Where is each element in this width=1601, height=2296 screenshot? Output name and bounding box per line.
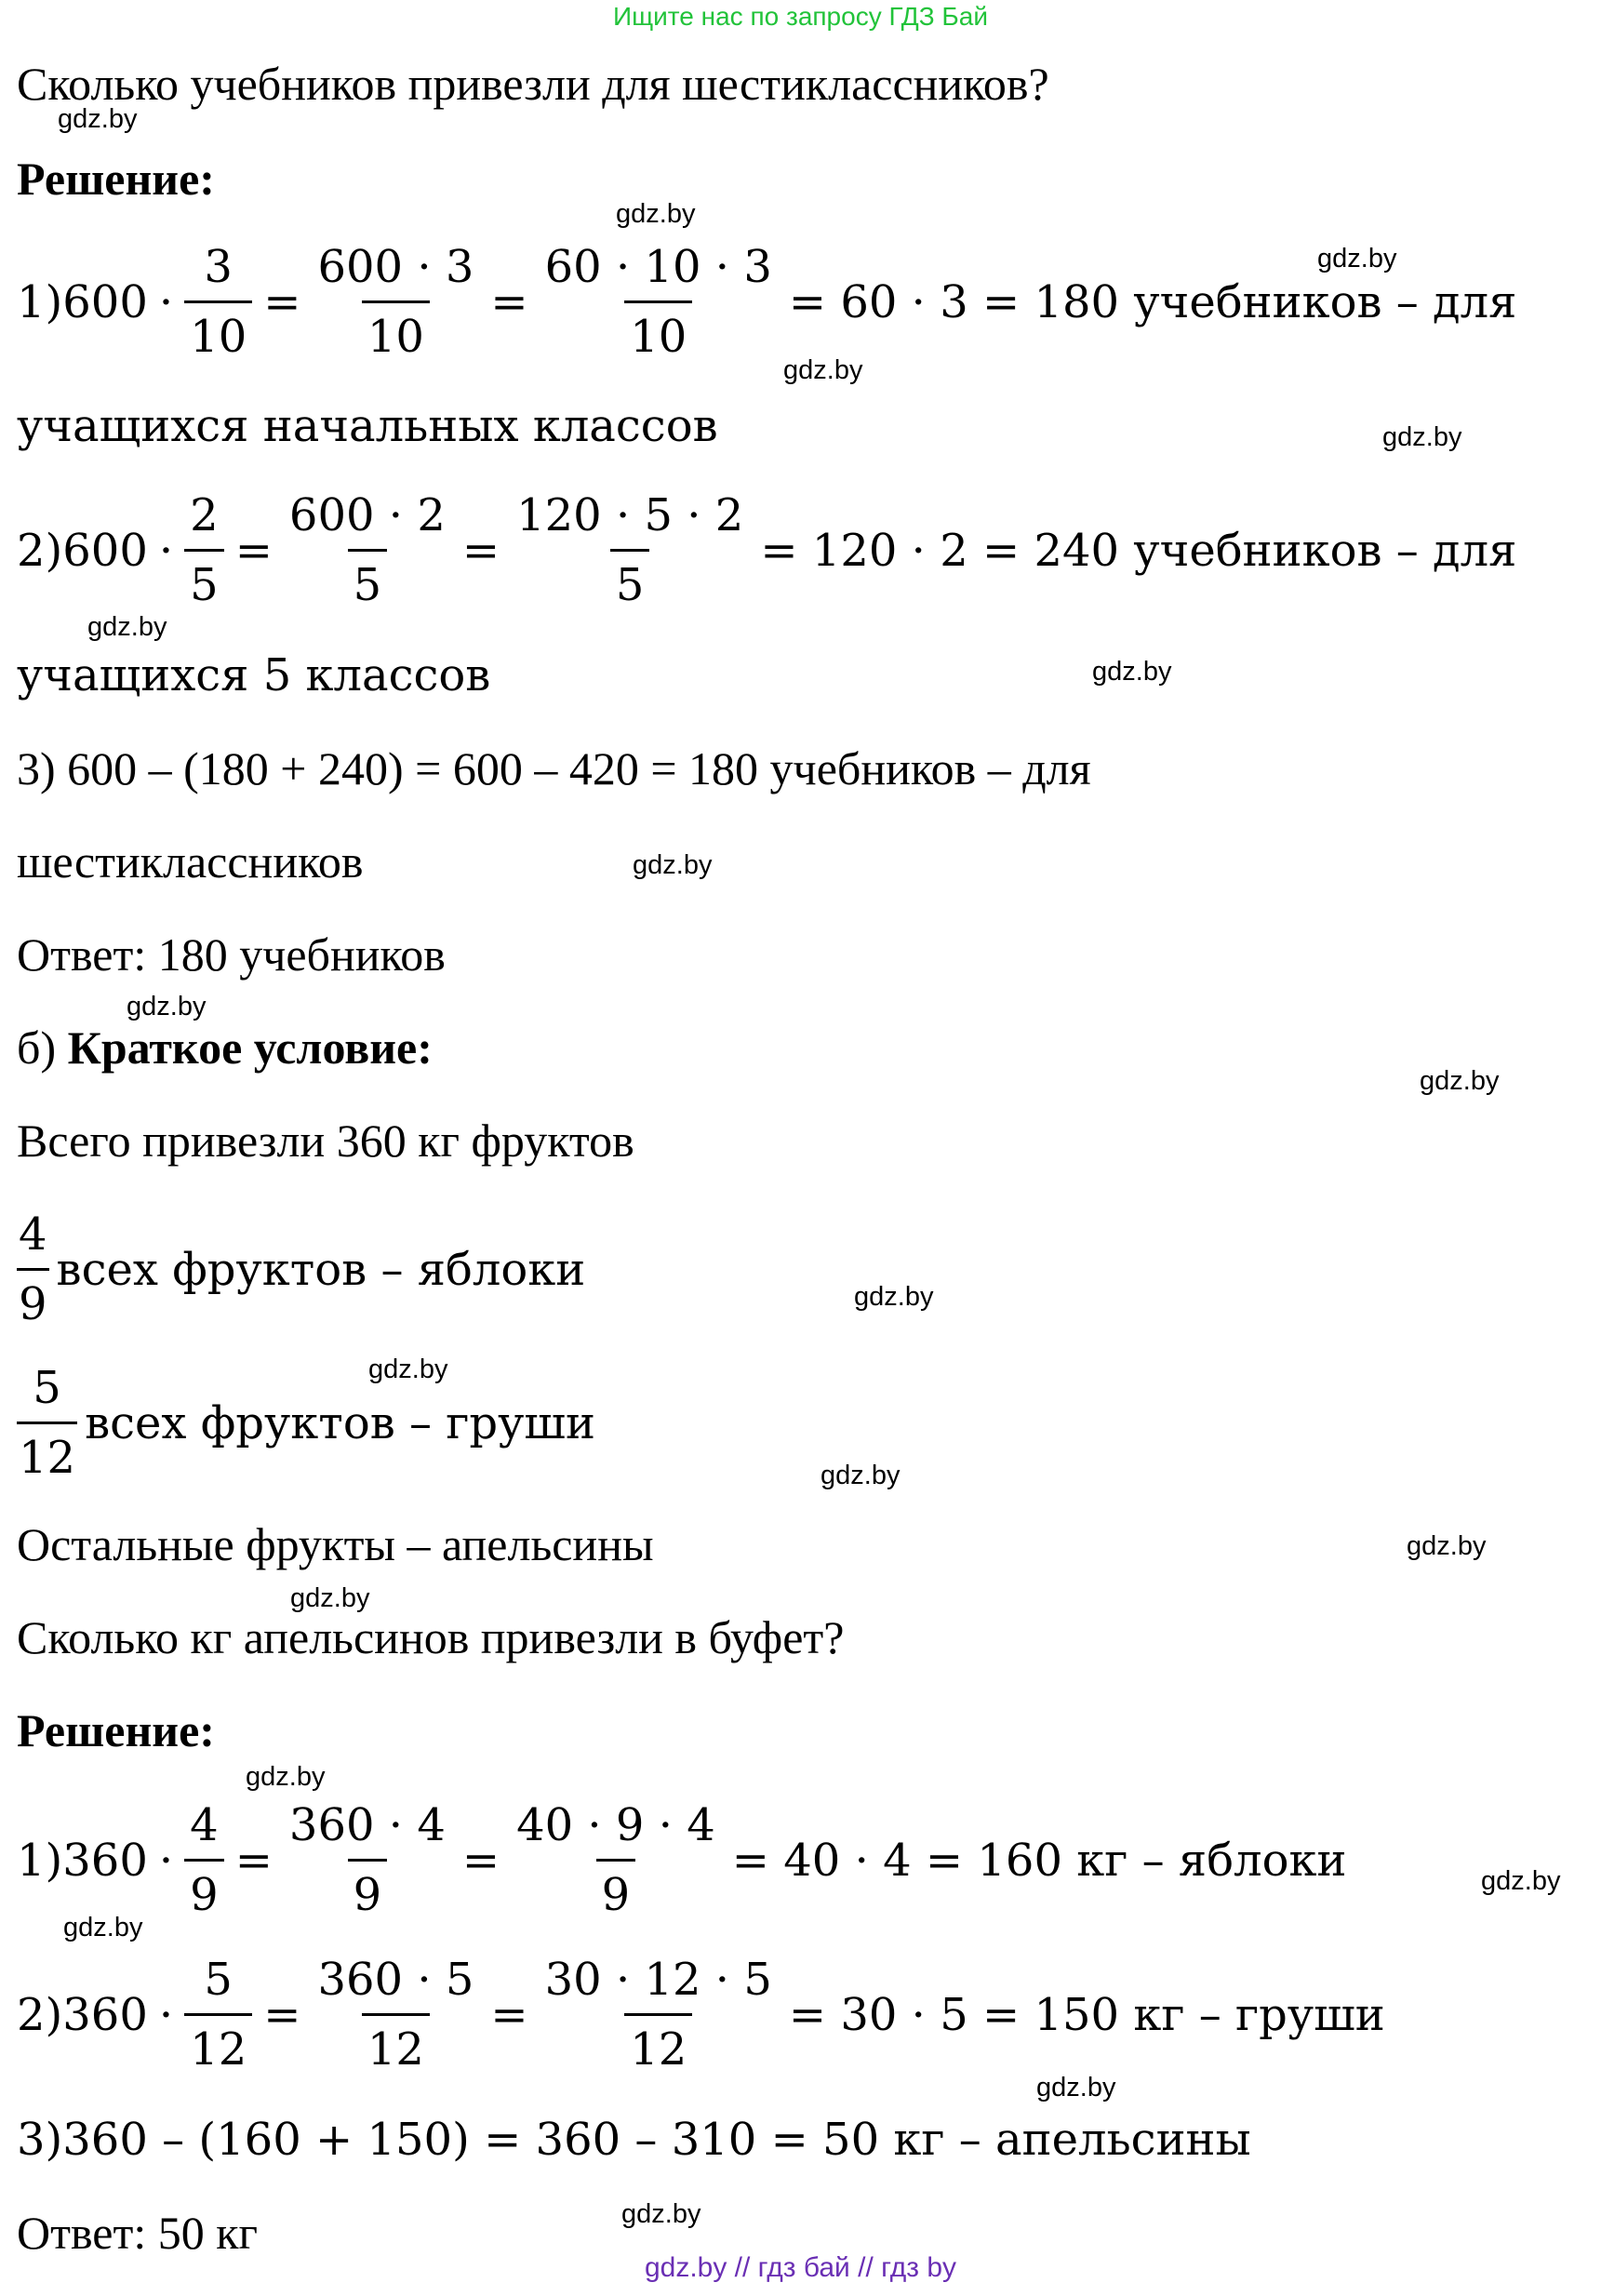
eq1-fraction-3: $\frac{60 \cdot 10 \cdot 3}{10}$ bbox=[540, 237, 778, 367]
eq5-fraction-2: $\frac{360 \cdot 5}{12}$ bbox=[312, 1950, 479, 2079]
equation-2: 2)600 · $\frac{2}{5}$ = $\frac{600 \cdot 2}{5}$ = $\frac{120 \cdot 5 \cdot 2}{5}$ = 120 · 2 = 240 учебников – для bbox=[17, 486, 1516, 615]
total-fruits: Всего привезли 360 кг фруктов bbox=[17, 1115, 634, 1167]
watermark: gdz.by bbox=[1036, 2073, 1116, 2102]
watermark: gdz.by bbox=[1382, 422, 1462, 452]
eq5-fraction-1: $\frac{5}{12}$ bbox=[184, 1950, 252, 2079]
part-b-heading: б) Краткое условие: bbox=[17, 1021, 433, 1074]
eq4-fraction-2: $\frac{360 \cdot 4}{9}$ bbox=[284, 1795, 451, 1925]
eq2-fraction-2: $\frac{600 \cdot 2}{5}$ bbox=[284, 486, 451, 615]
watermark: gdz.by bbox=[854, 1282, 934, 1312]
equation-4: 1)360 · $\frac{4}{9}$ = $\frac{360 \cdot 4}{9}$ = $\frac{40 \cdot 9 \cdot 4}{9}$ = 40 · 4 = 160 кг – яблоки bbox=[17, 1795, 1346, 1925]
eq2-fraction-3: $\frac{120 \cdot 5 \cdot 2}{5}$ bbox=[511, 486, 749, 615]
watermark: gdz.by bbox=[127, 992, 207, 1021]
apples-fraction: $\frac{4}{9}$ bbox=[17, 1205, 49, 1334]
eq5-fraction-3: $\frac{30 \cdot 12 \cdot 5}{12}$ bbox=[540, 1950, 778, 2079]
equation-1: 1)600 · $\frac{3}{10}$ = $\frac{600 \cdot 3}{10}$ = $\frac{60 \cdot 10 \cdot 3}{10}$ = 60 · 3 = 180 учебников – для bbox=[17, 237, 1516, 367]
eq2-tail: = 120 · 2 = 240 учебников – для bbox=[760, 524, 1517, 577]
eq1-fraction-1: $\frac{3}{10}$ bbox=[184, 237, 252, 367]
pears-fraction: $\frac{5}{12}$ bbox=[17, 1358, 77, 1488]
eq1-continuation: учащихся начальных классов bbox=[17, 400, 718, 452]
answer-2: Ответ: 50 кг bbox=[17, 2207, 259, 2259]
eq1-start: 1)600 bbox=[17, 275, 148, 328]
eq2-fraction-1: $\frac{2}{5}$ bbox=[184, 486, 224, 615]
watermark: gdz.by bbox=[621, 2199, 701, 2229]
eq1-dot: · bbox=[158, 275, 174, 328]
equation-3: 3) 600 – (180 + 240) = 600 – 420 = 180 учебников – для bbox=[17, 742, 1091, 794]
eq4-fraction-1: $\frac{4}{9}$ bbox=[184, 1795, 224, 1925]
watermark: gdz.by bbox=[58, 104, 138, 134]
watermark: gdz.by bbox=[368, 1355, 448, 1384]
condition-apples: $\frac{4}{9}$ всех фруктов – яблоки bbox=[17, 1205, 585, 1334]
solution-heading-2: Решение: bbox=[17, 1704, 215, 1756]
watermark: gdz.by bbox=[1420, 1066, 1500, 1096]
watermark: gdz.by bbox=[616, 199, 696, 229]
footer-links[interactable]: gdz.by // гдз бай // гдз by bbox=[644, 2252, 957, 2283]
eq4-fraction-3: $\frac{40 \cdot 9 \cdot 4}{9}$ bbox=[511, 1795, 721, 1925]
watermark: gdz.by bbox=[290, 1583, 370, 1613]
condition-pears: $\frac{5}{12}$ всех фруктов – груши bbox=[17, 1358, 595, 1488]
watermark: gdz.by bbox=[633, 850, 713, 880]
watermark: gdz.by bbox=[87, 612, 167, 642]
question-1: Сколько учебников привезли для шестиклассников? bbox=[17, 58, 1049, 110]
equation-6: 3)360 – (160 + 150) = 360 – 310 = 50 кг – апельсины bbox=[17, 2114, 1251, 2166]
watermark: gdz.by bbox=[1317, 244, 1397, 274]
watermark: gdz.by bbox=[821, 1461, 901, 1490]
equation-3-continuation: шестиклассников bbox=[17, 835, 364, 888]
eq1-tail: = 60 · 3 = 180 учебников – для bbox=[788, 275, 1517, 328]
answer-1: Ответ: 180 учебников bbox=[17, 928, 446, 981]
condition-oranges: Остальные фрукты – апельсины bbox=[17, 1518, 654, 1570]
question-2: Сколько кг апельсинов привезли в буфет? bbox=[17, 1611, 845, 1663]
eq1-fraction-2: $\frac{600 \cdot 3}{10}$ bbox=[312, 237, 479, 367]
watermark: gdz.by bbox=[1481, 1866, 1561, 1896]
equation-5: 2)360 · $\frac{5}{12}$ = $\frac{360 \cdot 5}{12}$ = $\frac{30 \cdot 12 \cdot 5}{12}$ = 30 · 5 = 150 кг – груши bbox=[17, 1950, 1385, 2079]
watermark: gdz.by bbox=[1092, 657, 1172, 687]
watermark: gdz.by bbox=[1407, 1531, 1487, 1561]
watermark: gdz.by bbox=[63, 1913, 143, 1942]
solution-heading-1: Решение: bbox=[17, 153, 215, 205]
top-banner[interactable]: Ищите нас по запросу ГДЗ Бай bbox=[612, 2, 989, 31]
watermark: gdz.by bbox=[246, 1762, 326, 1792]
eq2-continuation: учащихся 5 классов bbox=[17, 649, 491, 701]
watermark: gdz.by bbox=[783, 355, 863, 385]
